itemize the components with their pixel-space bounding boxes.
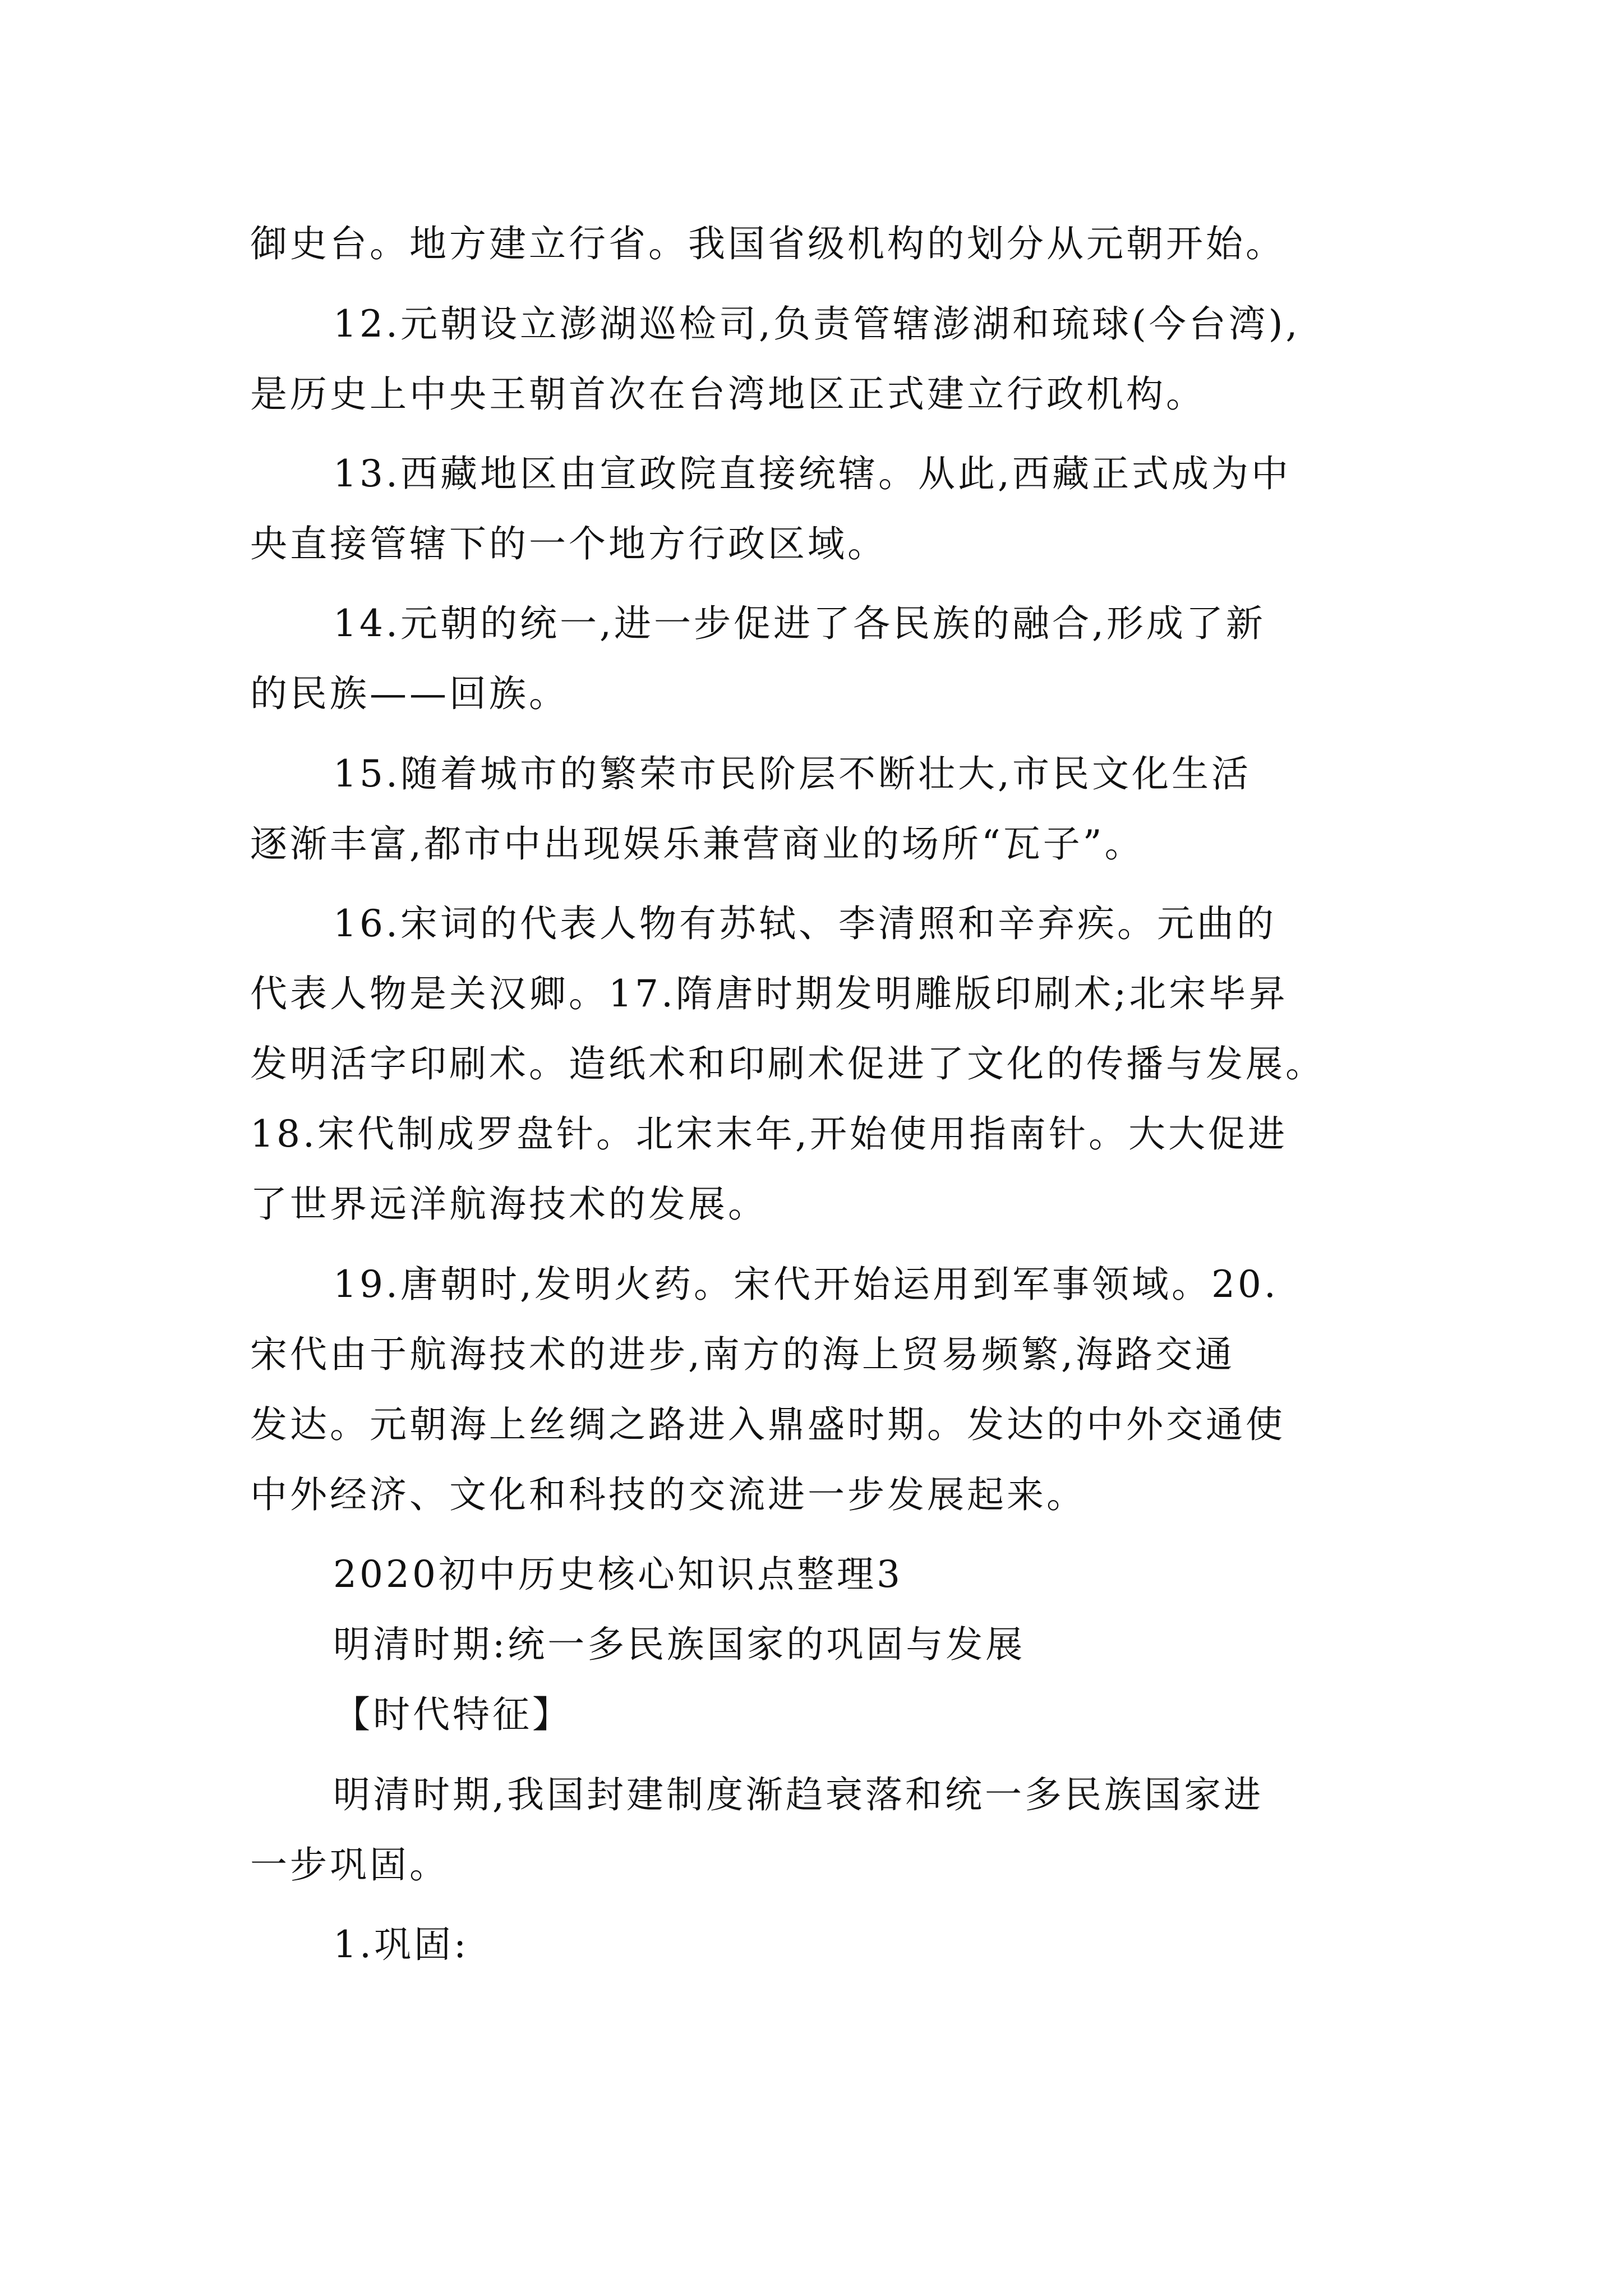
text-line: 明清时期,我国封建制度渐趋衰落和统一多民族国家进 bbox=[333, 1773, 1264, 1816]
text-line: 逐渐丰富,都市中出现娱乐兼营商业的场所“瓦子”。 bbox=[250, 822, 1145, 866]
text-line: 代表人物是关汉卿。17.隋唐时期发明雕版印刷术;北宋毕昇 bbox=[250, 972, 1289, 1015]
text-line: 15.随着城市的繁荣市民阶层不断壮大,市民文化生活 bbox=[333, 752, 1251, 795]
section-heading: 【时代特征】 bbox=[333, 1693, 572, 1736]
text-line: 中外经济、文化和科技的交流进一步发展起来。 bbox=[250, 1473, 1086, 1516]
text-line: 18.宋代制成罗盘针。北宋末年,开始使用指南针。大大促进 bbox=[250, 1112, 1288, 1156]
text-line: 宋代由于航海技术的进步,南方的海上贸易频繁,海路交通 bbox=[250, 1333, 1235, 1376]
text-line: 御史台。地方建立行省。我国省级机构的划分从元朝开始。 bbox=[250, 222, 1285, 265]
text-line: 了世界远洋航海技术的发展。 bbox=[250, 1182, 768, 1226]
text-line: 发达。元朝海上丝绸之路进入鼎盛时期。发达的中外交通使 bbox=[250, 1403, 1285, 1446]
text-line: 发明活字印刷术。造纸术和印刷术促进了文化的传播与发展。 bbox=[250, 1042, 1325, 1085]
text-line: 一步巩固。 bbox=[250, 1843, 449, 1887]
text-line: 央直接管辖下的一个地方行政区域。 bbox=[250, 522, 887, 565]
text-line: 14.元朝的统一,进一步促进了各民族的融合,形成了新 bbox=[333, 602, 1266, 645]
text-line: 19.唐朝时,发明火药。宋代开始运用到军事领域。20. bbox=[333, 1263, 1279, 1306]
text-line: 16.宋词的代表人物有苏轼、李清照和辛弃疾。元曲的 bbox=[333, 902, 1276, 945]
text-line: 13.西藏地区由宣政院直接统辖。从此,西藏正式成为中 bbox=[333, 452, 1291, 495]
text-line: 1.巩固: bbox=[333, 1923, 469, 1966]
text-line: 是历史上中央王朝首次在台湾地区正式建立行政机构。 bbox=[250, 372, 1206, 416]
text-line: 12.元朝设立澎湖巡检司,负责管辖澎湖和琉球(今台湾), bbox=[333, 302, 1301, 346]
section-heading: 明清时期:统一多民族国家的巩固与发展 bbox=[333, 1623, 1026, 1666]
section-heading: 2020初中历史核心知识点整理3 bbox=[333, 1553, 903, 1596]
text-line: 的民族——回族。 bbox=[250, 672, 569, 715]
